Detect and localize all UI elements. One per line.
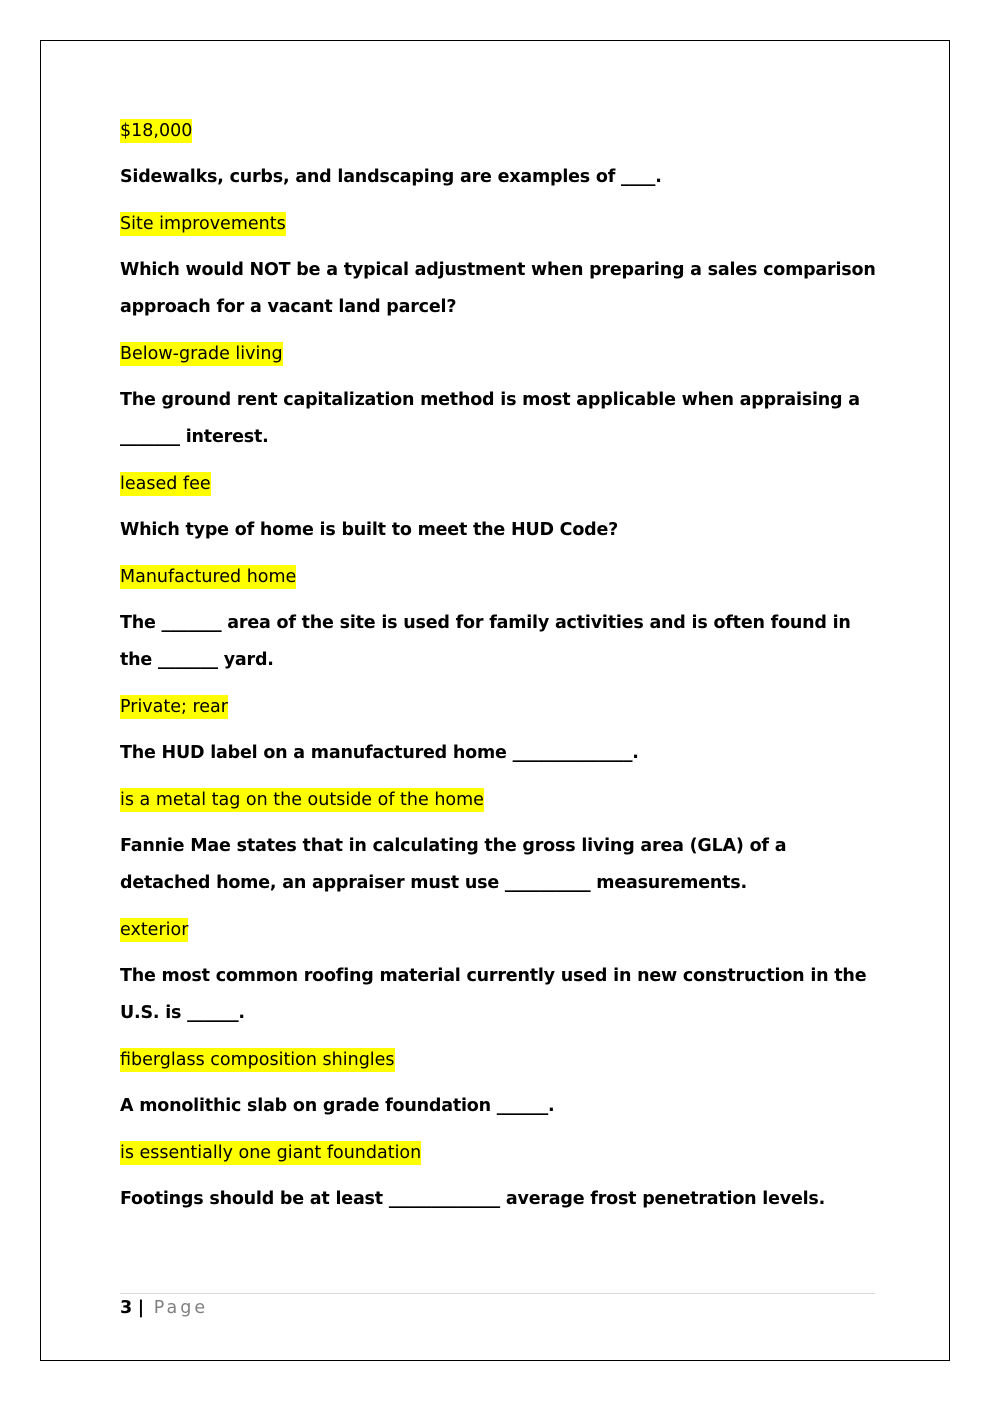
question-text: Which type of home is built to meet the HUD Code?	[120, 520, 619, 540]
footer-divider	[120, 1293, 875, 1294]
question-text: Sidewalks, curbs, and landscaping are examples of ____.	[120, 167, 662, 187]
document-body	[120, 116, 880, 1231]
answer-text	[120, 1045, 880, 1075]
answer-highlight: exterior	[120, 920, 189, 940]
question-text: Which would NOT be a typical adjustment when preparing a sales comparison approach for a vacant land parcel?	[120, 260, 876, 317]
question-text: The ground rent capitalization method is most applicable when appraising a _______ interest.	[120, 390, 860, 447]
question-text: The most common roofing material currently used in new construction in the U.S. is ______.	[120, 966, 867, 1023]
question-text: The HUD label on a manufactured home ______________.	[120, 743, 639, 763]
answer-highlight: fiberglass composition shingles	[120, 1050, 395, 1070]
answer-text	[120, 915, 880, 945]
answer-text	[120, 209, 880, 239]
question-text: A monolithic slab on grade foundation ______.	[120, 1096, 555, 1116]
footer-separator: |	[137, 1298, 145, 1318]
answer-text	[120, 339, 880, 369]
answer-text	[120, 692, 880, 722]
answer-text	[120, 116, 880, 146]
question-text: The _______ area of the site is used for family activities and is often found in the _______ yard.	[120, 613, 851, 670]
answer-text	[120, 562, 880, 592]
page-label: Page	[153, 1298, 209, 1318]
answer-highlight: is essentially one giant foundation	[120, 1143, 422, 1163]
answer-highlight: Private; rear	[120, 697, 228, 717]
question-text: Fannie Mae states that in calculating the gross living area (GLA) of a detached home, an appraiser must use __________ measurements.	[120, 836, 787, 893]
answer-highlight: Below-grade living	[120, 344, 283, 364]
answer-text	[120, 469, 880, 499]
answer-highlight: Manufactured home	[120, 567, 297, 587]
answer-text	[120, 1138, 880, 1168]
answer-highlight: is a metal tag on the outside of the home	[120, 790, 484, 810]
answer-highlight: Site improvements	[120, 214, 286, 234]
answer-highlight: $18,000	[120, 121, 193, 141]
page-number: 3	[120, 1298, 133, 1318]
question-text: Footings should be at least _____________ average frost penetration levels.	[120, 1189, 826, 1209]
answer-text	[120, 785, 880, 815]
page-footer	[120, 1297, 208, 1319]
answer-highlight: leased fee	[120, 474, 211, 494]
